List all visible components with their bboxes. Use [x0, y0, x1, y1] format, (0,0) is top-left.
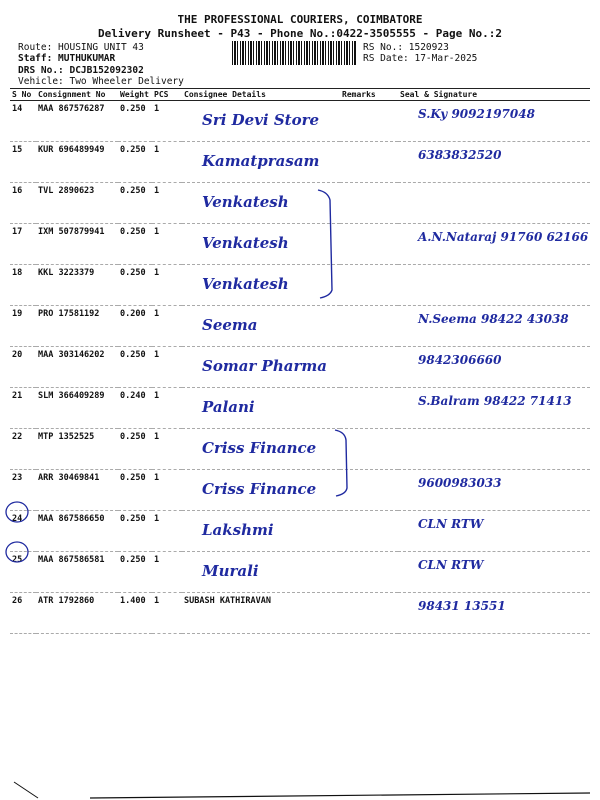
cell-consignee-text [184, 388, 338, 391]
cell-sno-text: 14 [12, 104, 23, 114]
cell-pcs [152, 429, 182, 470]
handwritten-consignee: Venkatesh [202, 275, 289, 293]
handwritten-signature: S.Ky 9092197048 [418, 107, 535, 121]
handwritten-consignee: Criss Finance [202, 480, 317, 498]
cell-consignment [36, 265, 118, 306]
table-row [10, 265, 590, 306]
cell-consignment [36, 388, 118, 429]
cell-weight [118, 593, 152, 634]
cell-weight [118, 552, 152, 593]
cell-sno [10, 101, 36, 142]
cell-remarks [340, 142, 398, 183]
cell-remarks [340, 265, 398, 306]
table-row [10, 347, 590, 388]
handwritten-signature: 9600983033 [418, 476, 502, 490]
runsheet-table [10, 88, 590, 634]
col-signature: Seal & Signature [398, 89, 590, 101]
cell-consignee [182, 224, 340, 265]
cell-signature [398, 265, 590, 306]
handwritten-consignee: Somar Pharma [202, 357, 327, 375]
cell-consignment-text: KKL 3223379 [38, 268, 95, 278]
cell-remarks [340, 429, 398, 470]
cell-weight-text: 0.250 [120, 350, 146, 360]
cell-weight-text: 0.250 [120, 555, 146, 565]
handwritten-signature: 9842306660 [418, 353, 502, 367]
cell-consignee [182, 593, 340, 634]
cell-weight [118, 470, 152, 511]
cell-consignee-text [184, 101, 338, 104]
cell-pcs-text: 1 [154, 227, 160, 237]
cell-consignment [36, 306, 118, 347]
cell-consignment-text: ATR 1792860 [38, 596, 95, 606]
cell-pcs-text: 1 [154, 596, 160, 606]
cell-signature [398, 511, 590, 552]
cell-consignment [36, 511, 118, 552]
cell-weight [118, 306, 152, 347]
cell-remarks [340, 552, 398, 593]
cell-sno-text: 22 [12, 432, 23, 442]
cell-signature [398, 429, 590, 470]
handwritten-consignee: Venkatesh [202, 193, 289, 211]
cell-sno [10, 142, 36, 183]
cell-sno [10, 470, 36, 511]
table-row [10, 470, 590, 511]
cell-pcs [152, 347, 182, 388]
cell-signature [398, 470, 590, 511]
table-row [10, 388, 590, 429]
cell-consignment-text: SLM 366409289 [38, 391, 105, 401]
cell-weight [118, 101, 152, 142]
cell-pcs [152, 224, 182, 265]
cell-sno [10, 388, 36, 429]
cell-sno [10, 224, 36, 265]
cell-consignment [36, 142, 118, 183]
cell-sno-text: 18 [12, 268, 23, 278]
cell-consignee-text [184, 429, 338, 432]
cell-remarks [340, 101, 398, 142]
cell-consignment [36, 183, 118, 224]
cell-consignment [36, 101, 118, 142]
cell-sno [10, 511, 36, 552]
cell-sno [10, 347, 36, 388]
cell-remarks [340, 593, 398, 634]
cell-weight-text: 0.240 [120, 391, 146, 401]
cell-consignee-text [184, 224, 338, 227]
cell-sno [10, 265, 36, 306]
cell-consignment-text: MAA 867586581 [38, 555, 105, 565]
handwritten-consignee: Kamatprasam [202, 152, 320, 170]
route-label: Route: HOUSING UNIT 43 [18, 42, 144, 53]
cell-consignee [182, 429, 340, 470]
cell-pcs [152, 511, 182, 552]
table-row [10, 511, 590, 552]
cell-pcs [152, 265, 182, 306]
cell-weight-text: 0.250 [120, 473, 146, 483]
handwritten-consignee: Criss Finance [202, 439, 317, 457]
cell-consignment-text: MAA 867586650 [38, 514, 105, 524]
cell-weight [118, 224, 152, 265]
cell-weight [118, 142, 152, 183]
cell-consignee-text [184, 142, 338, 145]
cell-weight [118, 347, 152, 388]
col-weight: Weight [118, 89, 152, 101]
cell-consignee [182, 306, 340, 347]
cell-consignee [182, 265, 340, 306]
cell-pcs-text: 1 [154, 514, 160, 524]
cell-pcs [152, 552, 182, 593]
table-row [10, 429, 590, 470]
cell-consignment-text: KUR 696489949 [38, 145, 105, 155]
cell-pcs [152, 142, 182, 183]
staff-label: Staff: MUTHUKUMAR [18, 53, 116, 64]
cell-remarks [340, 388, 398, 429]
cell-weight-text: 0.250 [120, 268, 146, 278]
col-consignment: Consignment No [36, 89, 118, 101]
cell-consignment [36, 470, 118, 511]
cell-consignee [182, 470, 340, 511]
handwritten-signature: 6383832520 [418, 148, 502, 162]
cell-sno [10, 429, 36, 470]
cell-sno-text: 15 [12, 145, 23, 155]
cell-signature [398, 224, 590, 265]
cell-consignment [36, 224, 118, 265]
col-consignee: Consignee Details [182, 89, 340, 101]
cell-consignee [182, 101, 340, 142]
cell-sno-text: 16 [12, 186, 23, 196]
handwritten-signature: 98431 13551 [418, 599, 506, 613]
cell-consignee [182, 388, 340, 429]
cell-consignee-text [184, 511, 338, 514]
col-pcs: PCS [152, 89, 182, 101]
cell-pcs-text: 1 [154, 555, 160, 565]
cell-weight-text: 0.250 [120, 514, 146, 524]
cell-consignment-text: MAA 303146202 [38, 350, 105, 360]
cell-consignment-text: MAA 867576287 [38, 104, 105, 114]
table-row [10, 183, 590, 224]
cell-consignee-text [184, 306, 338, 309]
cell-sno [10, 306, 36, 347]
cell-pcs-text: 1 [154, 473, 160, 483]
cell-signature [398, 552, 590, 593]
cell-consignee-text: SUBASH KATHIRAVAN [184, 596, 271, 606]
col-remarks: Remarks [340, 89, 398, 101]
cell-remarks [340, 306, 398, 347]
table-row [10, 593, 590, 634]
cell-sno-text: 25 [12, 555, 23, 565]
cell-remarks [340, 224, 398, 265]
cell-pcs [152, 306, 182, 347]
cell-signature [398, 101, 590, 142]
cell-consignment-text: IXM 507879941 [38, 227, 105, 237]
cell-weight-text: 0.200 [120, 309, 146, 319]
cell-weight-text: 0.250 [120, 145, 146, 155]
cell-weight [118, 388, 152, 429]
cell-consignee-text [184, 347, 338, 350]
cell-pcs [152, 388, 182, 429]
cell-remarks [340, 470, 398, 511]
handwritten-consignee: Seema [202, 316, 258, 334]
vehicle-label: Vehicle: Two Wheeler Delivery [18, 76, 184, 87]
cell-consignment-text: TVL 2890623 [38, 186, 95, 196]
cell-sno [10, 552, 36, 593]
cell-pcs [152, 183, 182, 224]
cell-sno-text: 20 [12, 350, 23, 360]
cell-consignee [182, 511, 340, 552]
handwritten-signature: A.N.Nataraj 91760 62166 [418, 230, 589, 244]
cell-sno [10, 183, 36, 224]
cell-sno-text: 23 [12, 473, 23, 483]
cell-pcs-text: 1 [154, 268, 160, 278]
cell-pcs [152, 101, 182, 142]
cell-consignee-text [184, 265, 338, 268]
cell-consignment [36, 347, 118, 388]
runsheet-subtitle: Delivery Runsheet - P43 - Phone No.:0422-3505555 - Page No.:2 [98, 27, 502, 40]
cell-signature [398, 183, 590, 224]
company-title: THE PROFESSIONAL COURIERS, COIMBATORE [177, 13, 423, 26]
cell-consignee [182, 183, 340, 224]
cell-signature [398, 593, 590, 634]
cell-consignee [182, 142, 340, 183]
cell-pcs [152, 470, 182, 511]
cell-consignee-text [184, 470, 338, 473]
cell-consignment [36, 593, 118, 634]
cell-weight [118, 429, 152, 470]
cell-consignment-text: ARR 30469841 [38, 473, 100, 483]
handwritten-signature: CLN RTW [418, 558, 484, 572]
drs-label: DRS No.: DCJB152092302 [18, 65, 144, 76]
cell-pcs-text: 1 [154, 432, 160, 442]
cell-sno-text: 24 [12, 514, 23, 524]
cell-sno-text: 26 [12, 596, 23, 606]
cell-sno [10, 593, 36, 634]
cell-consignee-text [184, 552, 338, 555]
cell-pcs-text: 1 [154, 309, 160, 319]
handwritten-consignee: Venkatesh [202, 234, 289, 252]
cell-consignment-text: PRO 17581192 [38, 309, 100, 319]
handwritten-consignee: Sri Devi Store [202, 111, 320, 129]
cell-sno-text: 19 [12, 309, 23, 319]
cell-pcs-text: 1 [154, 350, 160, 360]
cell-signature [398, 142, 590, 183]
cell-weight-text: 0.250 [120, 227, 146, 237]
handwritten-consignee: Murali [202, 562, 259, 580]
cell-sno-text: 21 [12, 391, 23, 401]
cell-weight-text: 1.400 [120, 596, 146, 606]
cell-consignment [36, 552, 118, 593]
cell-consignee [182, 552, 340, 593]
cell-consignee-text [184, 183, 338, 186]
cell-pcs-text: 1 [154, 104, 160, 114]
cell-consignee [182, 347, 340, 388]
cell-sno-text: 17 [12, 227, 23, 237]
cell-pcs [152, 593, 182, 634]
cell-signature [398, 306, 590, 347]
handwritten-consignee: Palani [202, 398, 255, 416]
cell-weight [118, 511, 152, 552]
cell-weight-text: 0.250 [120, 432, 146, 442]
table-row [10, 101, 590, 142]
table-row [10, 142, 590, 183]
cell-pcs-text: 1 [154, 186, 160, 196]
handwritten-signature: S.Balram 98422 71413 [418, 394, 572, 408]
cell-pcs-text: 1 [154, 145, 160, 155]
rs-number: RS No.: 1520923 [363, 42, 449, 53]
cell-consignment [36, 429, 118, 470]
cell-pcs-text: 1 [154, 391, 160, 401]
cell-weight-text: 0.250 [120, 186, 146, 196]
cell-remarks [340, 183, 398, 224]
table-header-row [10, 89, 590, 101]
cell-remarks [340, 347, 398, 388]
cell-weight-text: 0.250 [120, 104, 146, 114]
handwritten-signature: N.Seema 98422 43038 [418, 312, 569, 326]
table-row [10, 224, 590, 265]
col-sno: S No [10, 89, 36, 101]
cell-signature [398, 388, 590, 429]
cell-remarks [340, 511, 398, 552]
cell-weight [118, 183, 152, 224]
cell-weight [118, 265, 152, 306]
handwritten-signature: CLN RTW [418, 517, 484, 531]
rs-date: RS Date: 17-Mar-2025 [363, 53, 478, 64]
cell-signature [398, 347, 590, 388]
table-row [10, 306, 590, 347]
handwritten-consignee: Lakshmi [202, 521, 274, 539]
table-row [10, 552, 590, 593]
barcode-image [232, 41, 356, 65]
cell-consignment-text: MTP 1352525 [38, 432, 95, 442]
